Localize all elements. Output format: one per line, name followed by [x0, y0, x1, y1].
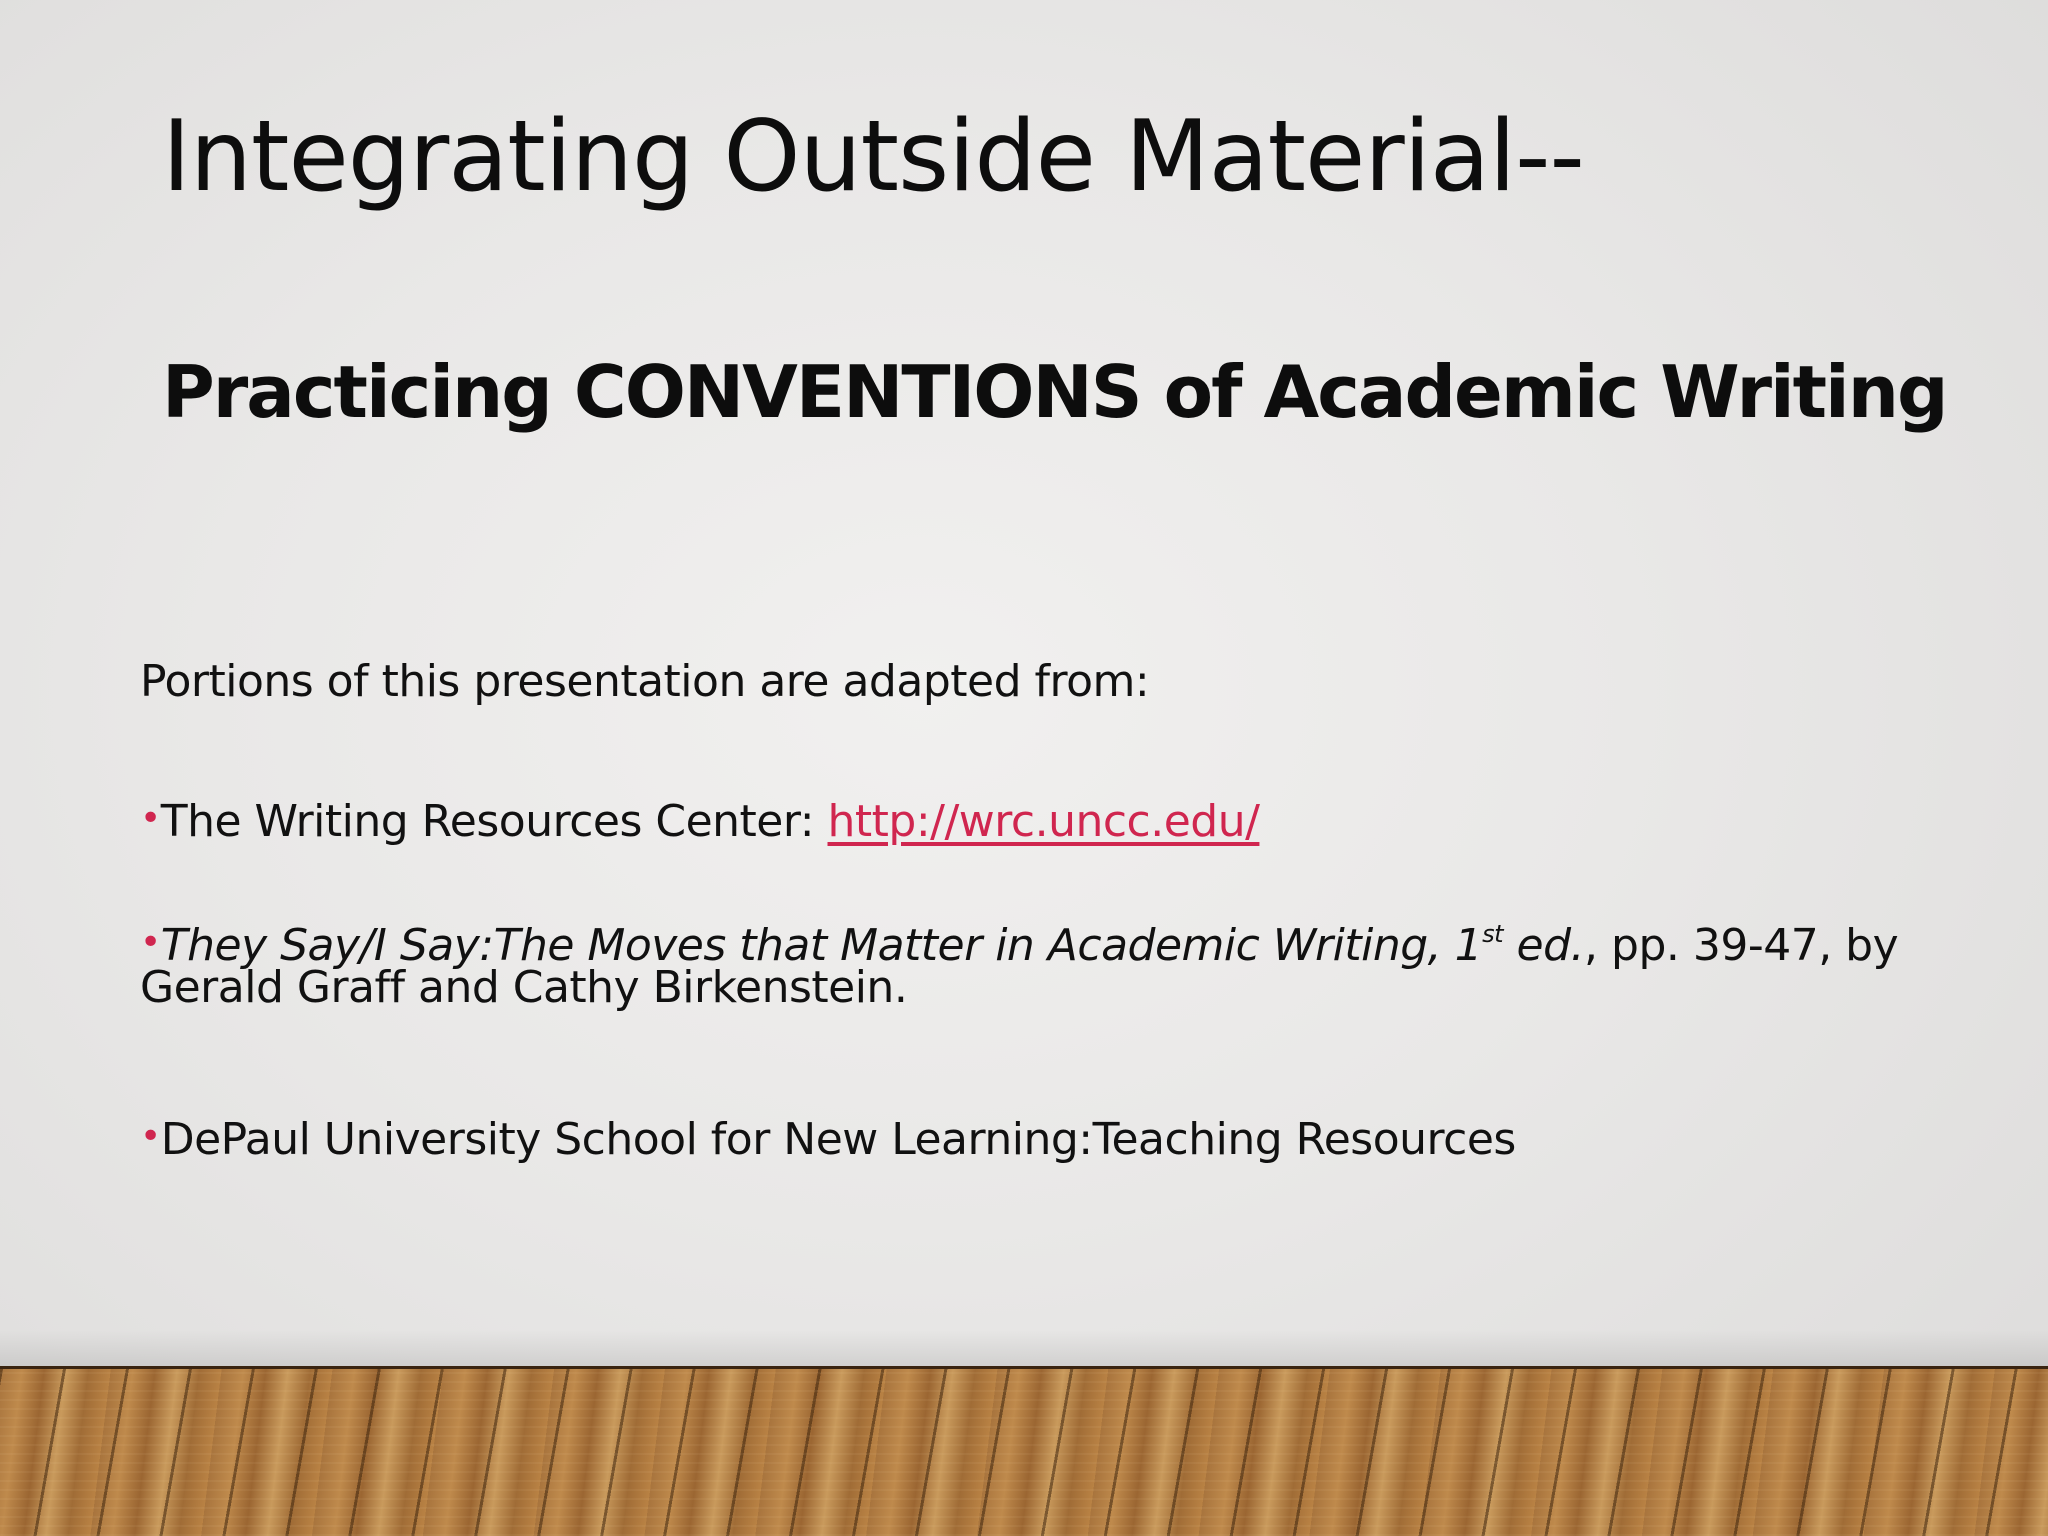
- citation-rest: , pp. 39-47, by Gerald Graff and Cathy Birkenstein.: [140, 919, 1899, 1013]
- source-label: The Writing Resources Center:: [160, 796, 828, 848]
- source-label: DePaul University School for New Learning:Teaching Resources: [160, 1114, 1516, 1166]
- slide-body: [140, 658, 1940, 1165]
- book-title: They Say/I Say:The Moves that Matter in Academic Writing, 1: [160, 919, 1483, 971]
- wood-floor-grain: [0, 1366, 2048, 1536]
- source-item-they-say: [140, 919, 1940, 1013]
- bullet-icon: •: [140, 921, 161, 963]
- bullet-icon: •: [140, 1116, 161, 1158]
- edition-superscript: st: [1482, 919, 1504, 948]
- intro-text: Portions of this presentation are adapted from:: [140, 656, 1150, 707]
- slide-subtitle: Practicing CONVENTIONS of Academic Writing: [162, 350, 1947, 434]
- wrc-link[interactable]: http://wrc.uncc.edu/: [827, 796, 1260, 848]
- edition-label: ed.: [1503, 919, 1585, 971]
- slide-title: Integrating Outside Material--: [162, 100, 1584, 214]
- source-item-depaul: [140, 1116, 1940, 1164]
- wall-shadow: [0, 1330, 2048, 1370]
- source-item-wrc: [140, 798, 1940, 846]
- bullet-icon: •: [140, 798, 161, 840]
